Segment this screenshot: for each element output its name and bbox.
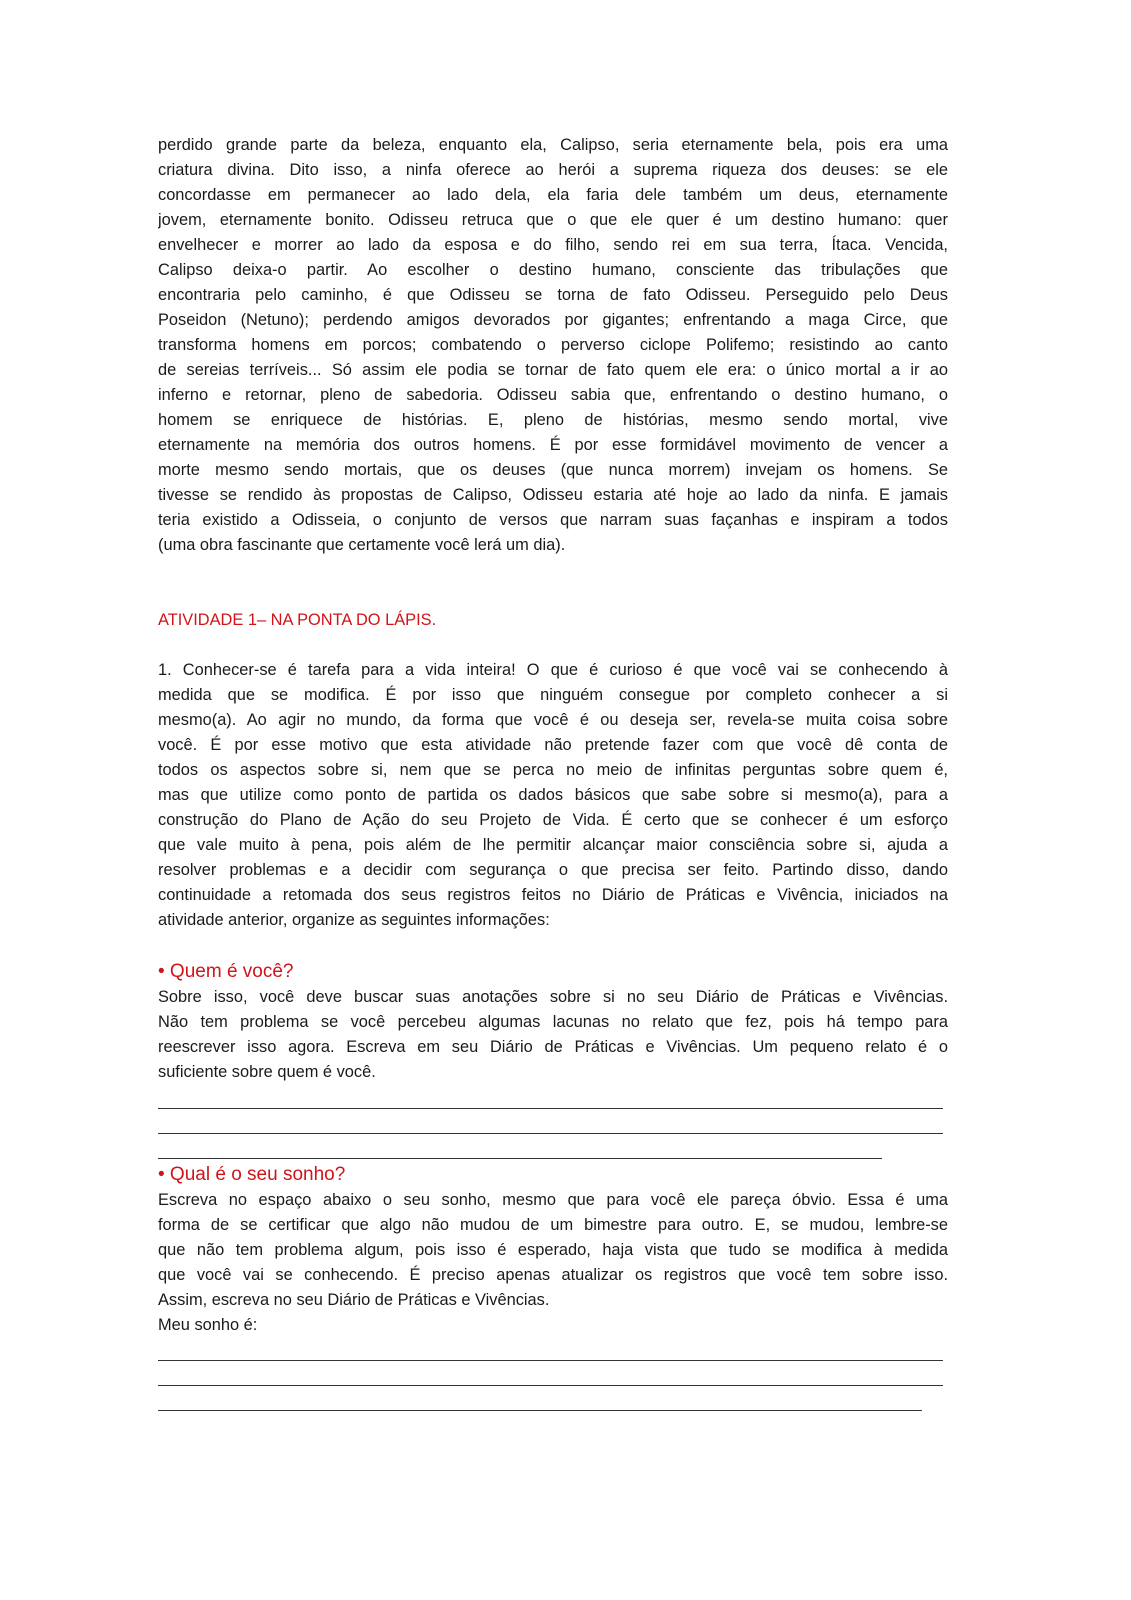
text-line: reescrever isso agora. Escreva em seu Diário de Práticas e Vivências. Um pequeno relato é o — [158, 1038, 948, 1056]
text-line: Assim, escreva no seu Diário de Práticas e Vivências. — [158, 1291, 550, 1309]
text-line: teria existido a Odisseia, o conjunto de versos que narram suas façanhas e inspiram a todos — [158, 511, 948, 529]
intro-paragraph — [158, 133, 948, 558]
text-line: construção do Plano de Ação do seu Projeto de Vida. É certo que se conhecer é um esforço — [158, 811, 948, 829]
who-are-you-heading: • Quem é você? — [158, 961, 294, 982]
dream-answer-line-2[interactable] — [158, 1385, 943, 1386]
text-line: concordasse em permanecer ao lado dela, ela faria dele também um deus, eternamente — [158, 186, 948, 204]
text-line: Calipso deixa-o partir. Ao escolher o destino humano, consciente das tribulações que — [158, 261, 948, 279]
text-line: encontraria pelo caminho, é que Odisseu se torna de fato Odisseu. Perseguido pelo Deus — [158, 286, 948, 304]
text-line: que não tem problema algum, pois isso é esperado, haja vista que tudo se modifica à medida — [158, 1241, 948, 1259]
text-line: mesmo(a). Ao agir no mundo, da forma que você é ou deseja ser, revela-se muita coisa sobre — [158, 711, 948, 729]
dream-answer-line-3[interactable] — [158, 1410, 922, 1411]
text-line: continuidade a retomada dos seus registros feitos no Diário de Práticas e Vivência, iniciados na — [158, 886, 948, 904]
text-line: homem se enriquece de histórias. E, pleno de histórias, mesmo sendo mortal, vive — [158, 411, 948, 429]
text-line: jovem, eternamente bonito. Odisseu retruca que o que ele quer é um destino humano: quer — [158, 211, 948, 229]
dream-paragraph — [158, 1188, 948, 1313]
dream-prompt: Meu sonho é: — [158, 1316, 258, 1334]
text-line: medida que se modifica. É por isso que ninguém consegue por completo conhecer a si — [158, 686, 948, 704]
text-line: tivesse se rendido às propostas de Calipso, Odisseu estaria até hoje ao lado da ninfa. E jamais — [158, 486, 948, 504]
answer-line-1[interactable] — [158, 1108, 943, 1109]
answer-line-2[interactable] — [158, 1133, 943, 1134]
text-line: perdido grande parte da beleza, enquanto ela, Calipso, seria eternamente bela, pois era uma — [158, 136, 948, 154]
text-line: suficiente sobre quem é você. — [158, 1063, 376, 1081]
text-line: atividade anterior, organize as seguintes informações: — [158, 911, 550, 929]
text-line: inferno e retornar, pleno de sabedoria. Odisseu sabia que, enfrentando o destino humano, o — [158, 386, 948, 404]
text-line: criatura divina. Dito isso, a ninfa oferece ao herói a suprema riqueza dos deuses: se ele — [158, 161, 948, 179]
text-line: Poseidon (Netuno); perdendo amigos devorados por gigantes; enfrentando a maga Circe, que — [158, 311, 948, 329]
answer-line-3[interactable] — [158, 1158, 882, 1159]
text-line: transforma homens em porcos; combatendo o perverso ciclope Polifemo; resistindo ao canto — [158, 336, 948, 354]
text-line: 1. Conhecer-se é tarefa para a vida inteira! O que é curioso é que você vai se conhecendo à — [158, 661, 948, 679]
text-line: (uma obra fascinante que certamente você lerá um dia). — [158, 536, 566, 554]
text-line: de sereias terríveis... Só assim ele podia se tornar de fato quem ele era: o único mortal a ir ao — [158, 361, 948, 379]
text-line: que vale muito à pena, pois além de lhe permitir alcançar maior consciência sobre si, ajuda a — [158, 836, 948, 854]
text-line: envelhecer e morrer ao lado da esposa e do filho, sendo rei em sua terra, Ítaca. Vencida, — [158, 236, 948, 254]
text-line: você. É por esse motivo que esta atividade não pretende fazer com que você dê conta de — [158, 736, 948, 754]
text-line: eternamente na memória dos outros homens. É por esse formidável movimento de vencer a — [158, 436, 948, 454]
text-line: todos os aspectos sobre si, nem que se perca no meio de infinitas perguntas sobre quem é, — [158, 761, 948, 779]
text-line: que você vai se conhecendo. É preciso apenas atualizar os registros que você tem sobre isso. — [158, 1266, 948, 1284]
text-line: forma de se certificar que algo não mudou de um bimestre para outro. E, se mudou, lembre-se — [158, 1216, 948, 1234]
text-line: resolver problemas e a decidir com segurança o que precisa ser feito. Partindo disso, dando — [158, 861, 948, 879]
question-1-paragraph — [158, 658, 948, 933]
who-are-you-paragraph — [158, 985, 948, 1085]
activity-title: ATIVIDADE 1– NA PONTA DO LÁPIS. — [158, 611, 437, 629]
text-line: mas que utilize como ponto de partida os dados básicos que sabe sobre si mesmo(a), para a — [158, 786, 948, 804]
text-line: morte mesmo sendo mortais, que os deuses (que nunca morrem) invejam os homens. Se — [158, 461, 948, 479]
text-line: Sobre isso, você deve buscar suas anotações sobre si no seu Diário de Práticas e Vivências. — [158, 988, 948, 1006]
text-line: Escreva no espaço abaixo o seu sonho, mesmo que para você ele pareça óbvio. Essa é uma — [158, 1191, 948, 1209]
dream-answer-line-1[interactable] — [158, 1360, 943, 1361]
text-line: Não tem problema se você percebeu algumas lacunas no relato que fez, pois há tempo para — [158, 1013, 948, 1031]
dream-heading: • Qual é o seu sonho? — [158, 1164, 346, 1185]
